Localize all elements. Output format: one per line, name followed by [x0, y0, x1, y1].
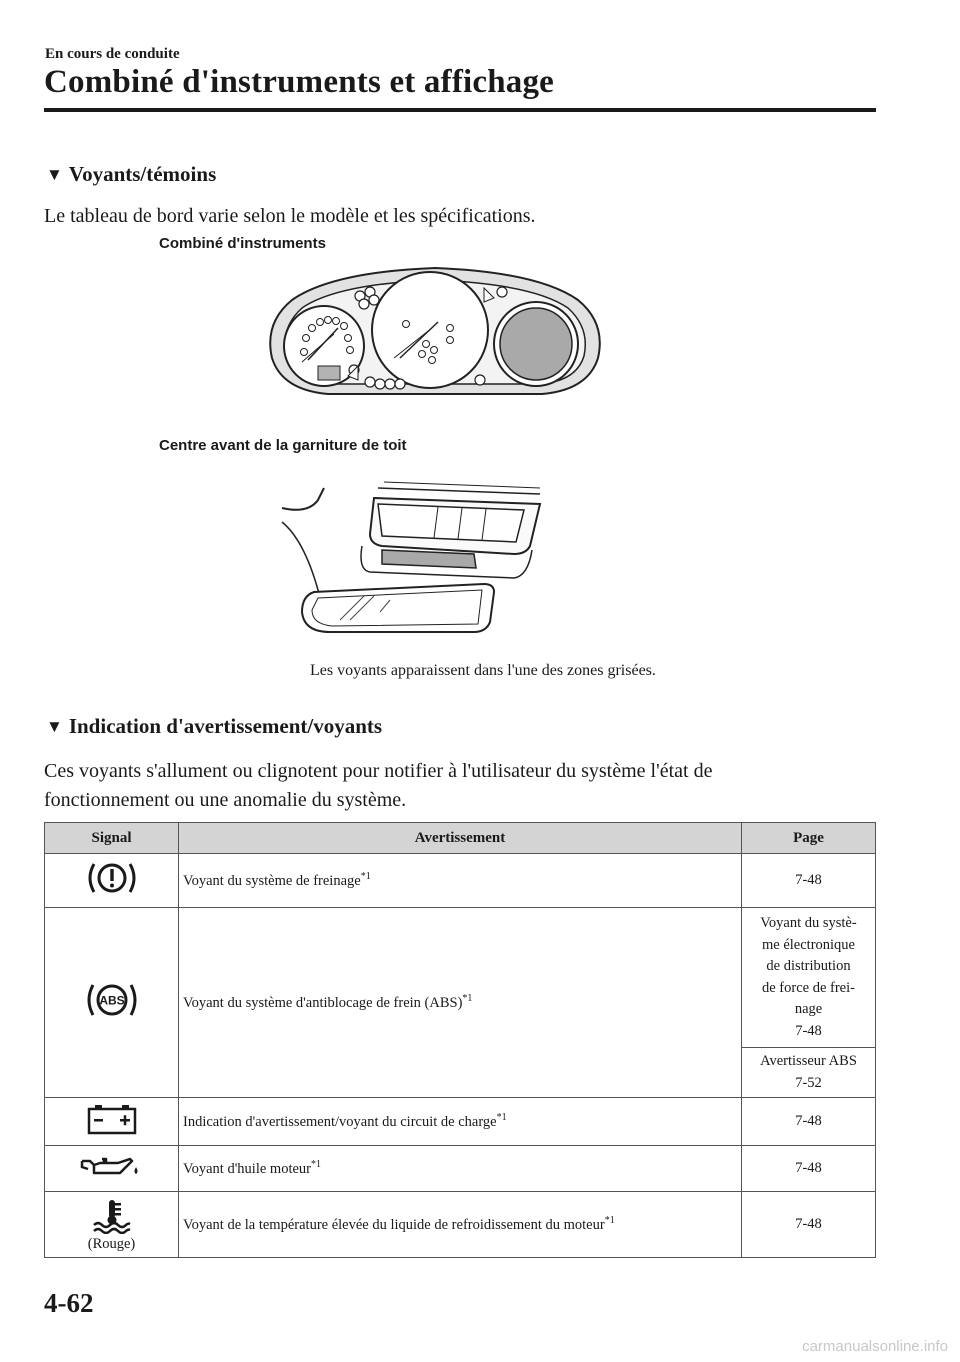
page-number: 4-62 [44, 1288, 94, 1318]
page-cell: 7-48 [742, 1098, 876, 1146]
chapter-label: En cours de conduite [45, 46, 180, 62]
brake-warning-icon [85, 859, 139, 897]
warning-cell: Voyant du système de freinage$^{*1}$ [179, 854, 742, 908]
icon-color-label: (Rouge) [87, 1236, 136, 1252]
oil-pressure-icon [80, 1151, 144, 1181]
section-heading-voyants: ▼ Voyants/témoins [46, 162, 217, 186]
table-header-row [45, 823, 876, 854]
triangle-down-icon: ▼ [46, 165, 63, 184]
warning-cell: Voyant du système d'antiblocage de frein (ABS)$^{*1}$ [179, 908, 742, 1098]
table-row [45, 1098, 876, 1146]
figure-label-instrument-cluster: Combiné d'instruments [159, 235, 326, 252]
section2-text-line1: Ces voyants s'allument ou clignotent pour notifier à l'utilisateur du système l'état de [44, 760, 713, 782]
section2-text-line2: fonctionnement ou une anomalie du système. [44, 789, 407, 811]
warning-cell: Voyant d'huile moteur$^{*1}$ [179, 1146, 742, 1192]
header-divider [44, 108, 876, 112]
column-header-page: Page [742, 823, 876, 854]
battery-charge-icon [85, 1102, 139, 1136]
section-heading-warnings: ▼ Indication d'avertissement/voyants [46, 714, 383, 738]
table-row [45, 908, 876, 1048]
warning-cell: Voyant de la température élevée du liquide de refroidissement du moteur$^{*1}$ [179, 1192, 742, 1258]
warning-lights-table [44, 822, 876, 1258]
page-cell: 7-48 [742, 1192, 876, 1258]
table-row [45, 854, 876, 908]
coolant-temperature-icon [92, 1198, 132, 1234]
page-cell: Avertisseur ABS 7-52 [742, 1048, 876, 1098]
section1-text: Le tableau de bord varie selon le modèle et les spécifications. [44, 205, 536, 227]
figure-caption: Les voyants apparaissent dans l'une des zones grisées. [310, 662, 656, 679]
page-title: Combiné d'instruments et affichage [44, 64, 555, 100]
instrument-cluster-illustration [262, 258, 608, 408]
abs-warning-icon [83, 980, 141, 1020]
page-cell: 7-48 [742, 854, 876, 908]
signal-cell [45, 1098, 179, 1146]
table-row [45, 1192, 876, 1258]
triangle-down-icon: ▼ [46, 717, 63, 736]
table-row [45, 1146, 876, 1192]
column-header-warning: Avertissement [179, 823, 742, 854]
watermark: carmanualsonline.info [802, 1338, 948, 1355]
figure-label-roof-lining: Centre avant de la garniture de toit [159, 437, 407, 454]
roof-console-illustration [278, 480, 544, 636]
signal-cell [45, 908, 179, 1098]
page-cell: 7-48 [742, 1146, 876, 1192]
column-header-signal: Signal [45, 823, 179, 854]
svg-text:ABS: ABS [98, 993, 125, 1008]
warning-cell: Indication d'avertissement/voyant du circuit de charge$^{*1}$ [179, 1098, 742, 1146]
signal-cell [45, 1192, 179, 1258]
signal-cell [45, 1146, 179, 1192]
signal-cell [45, 854, 179, 908]
page-cell: Voyant du systè- me électronique de distribution de force de frei- nage 7-48 [742, 908, 876, 1048]
